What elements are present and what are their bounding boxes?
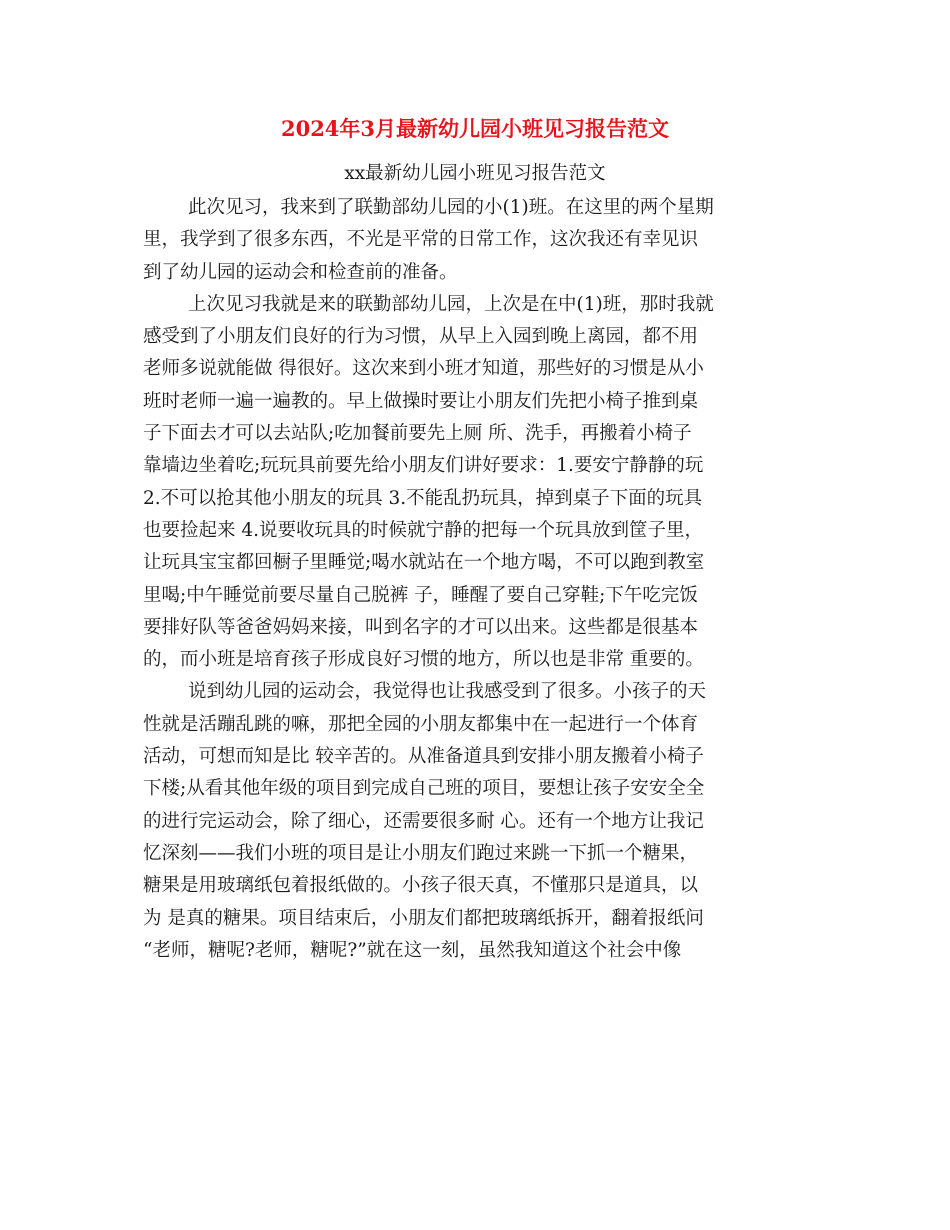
- text-line: 的进行完运动会，除了细心，还需要很多耐 心。还有一个地方让我记: [143, 810, 704, 832]
- text-line: 也要捡起来 4.说要收玩具的时候就宁静的把每一个玩具放到筐子里，: [143, 519, 704, 541]
- text-line: 糖果是用玻璃纸包着报纸做的。小孩子很天真，不懂那只是道具，以: [143, 875, 699, 897]
- text-line: 说到幼儿园的运动会，我觉得也让我感受到了很多。小孩子的天: [188, 681, 707, 703]
- text-line: 要排好队等爸爸妈妈来接，叫到名字的才可以出来。这些都是很基本: [143, 616, 699, 638]
- text-line: 感受到了小朋友们良好的行为习惯，从早上入园到晚上离园，都不用: [143, 326, 699, 348]
- paragraph-2: [143, 289, 809, 677]
- text-line: 性就是活蹦乱跳的嘛，那把全园的小朋友都集中在一起进行一个体育: [143, 713, 699, 735]
- text-line: 为 是真的糖果。项目结束后，小朋友们都把玻璃纸拆开，翻着报纸问: [143, 907, 704, 929]
- text-line: 到了幼儿园的运动会和检查前的准备。: [143, 261, 458, 283]
- text-line: “老师，糖呢?老师，糖呢?”就在这一刻，虽然我知道这个社会中像: [143, 939, 682, 961]
- document-body: [143, 192, 809, 967]
- document-title: 2024年3月最新幼儿园小班见习报告范文: [280, 116, 670, 141]
- text-line: 子下面去才可以去站队;吃加餐前要先上厕 所、洗手，再搬着小椅子: [143, 423, 692, 445]
- paragraph-3: [143, 676, 809, 967]
- text-line: 班时老师一遍一遍教的。早上做操时要让小朋友们先把小椅子推到桌: [143, 390, 699, 412]
- text-line: 里，我学到了很多东西，不光是平常的日常工作，这次我还有幸见识: [143, 229, 699, 251]
- text-line: 的，而小班是培育孩子形成良好习惯的地方，所以也是非常 重要的。: [143, 649, 704, 671]
- paragraph-1: [143, 192, 809, 289]
- text-line: 下楼;从看其他年级的项目到完成自己班的项目，要想让孩子安安全全: [143, 778, 705, 800]
- text-line: 老师多说就能做 得很好。这次来到小班才知道，那些好的习惯是从小: [143, 358, 704, 380]
- document-subtitle: xx最新幼儿园小班见习报告范文: [344, 163, 606, 184]
- text-line: 里喝;中午睡觉前要尽量自己脱裤 子，睡醒了要自己穿鞋;下午吃完饭: [143, 584, 698, 606]
- text-line: 忆深刻——我们小班的项目是让小朋友们跑过来跳一下抓一个糖果，: [143, 842, 699, 864]
- text-line: 2.不可以抢其他小朋友的玩具 3.不能乱扔玩具，掉到桌子下面的玩具: [143, 487, 703, 509]
- text-line: 让玩具宝宝都回橱子里睡觉;喝水就站在一个地方喝，不可以跑到教室: [143, 552, 705, 574]
- text-line: 活动，可想而知是比 较辛苦的。从准备道具到安排小朋友搬着小椅子: [143, 746, 704, 768]
- text-line: 此次见习，我来到了联勤部幼儿园的小(1)班。在这里的两个星期: [188, 197, 714, 218]
- text-line: 上次见习我就是来的联勤部幼儿园，上次是在中(1)班，那时我就: [188, 293, 714, 315]
- text-line: 靠墙边坐着吃;玩玩具前要先给小朋友们讲好要求：1.要安宁静静的玩: [143, 455, 704, 477]
